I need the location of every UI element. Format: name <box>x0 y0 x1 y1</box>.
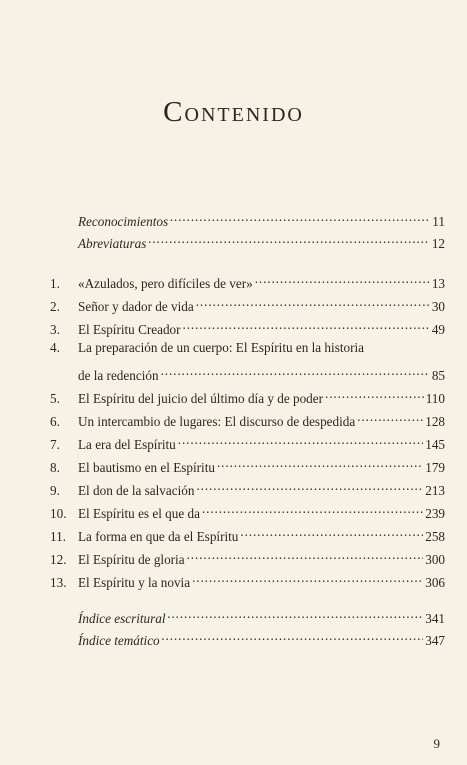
dot-leader <box>192 568 423 587</box>
toc-entry-page: 300 <box>425 552 445 567</box>
chapter-number: 7. <box>50 437 60 452</box>
toc-entry <box>50 315 445 337</box>
toc-entry <box>50 476 445 498</box>
chapter-number: 5. <box>50 391 60 406</box>
toc-entry <box>78 229 445 251</box>
toc-entry-label: Índice temático <box>78 633 160 648</box>
dot-leader <box>148 229 429 248</box>
toc-entry-page: 11 <box>432 214 445 229</box>
toc-entry-page: 145 <box>425 437 445 452</box>
toc-entry-label: La forma en que da el Espíritu <box>78 529 239 544</box>
toc-entry-page: 128 <box>425 414 445 429</box>
toc-entry-label: Índice escritural <box>78 611 166 626</box>
dot-leader <box>183 315 430 334</box>
toc-entry <box>50 384 445 406</box>
toc-entry-label: La era del Espíritu <box>78 437 176 452</box>
toc-entry <box>50 499 445 521</box>
dot-leader <box>202 499 423 518</box>
toc-entry-page: 30 <box>431 299 445 314</box>
toc-entry <box>50 453 445 475</box>
chapter-number: 6. <box>50 414 60 429</box>
toc-entry-label: La preparación de un cuerpo: El Espíritu en la historia <box>78 340 364 355</box>
toc-entry <box>50 545 445 567</box>
chapter-list <box>50 269 445 590</box>
front-matter-list <box>50 207 445 251</box>
toc-entry-page: 347 <box>425 633 445 648</box>
toc-entry-page: 85 <box>431 368 445 383</box>
toc-entry <box>50 430 445 452</box>
toc-entry <box>50 338 445 357</box>
dot-leader <box>196 292 430 311</box>
toc-entry <box>50 522 445 544</box>
toc-entry-page: 239 <box>425 506 445 521</box>
dot-leader <box>255 269 430 288</box>
dot-leader <box>325 384 424 403</box>
chapter-number: 2. <box>50 299 60 314</box>
toc-entry-page: 341 <box>425 611 445 626</box>
toc-entry-label: El Espíritu del juicio del último día y de poder <box>78 391 324 406</box>
toc-entry-label: El Espíritu Creador <box>78 322 181 337</box>
dot-leader <box>240 522 423 541</box>
toc-entry-page: 12 <box>431 236 445 251</box>
toc-entry-label: El don de la salvación <box>78 483 195 498</box>
toc-entry-label: El bautismo en el Espíritu <box>78 460 215 475</box>
toc-entry-label: Abreviaturas <box>78 236 147 251</box>
toc-entry <box>78 626 445 648</box>
toc-entry <box>78 604 445 626</box>
toc-entry-label: «Azulados, pero difíciles de ver» <box>78 276 253 291</box>
chapter-number: 1. <box>50 276 60 291</box>
dot-leader <box>196 476 423 495</box>
toc-entry-label: Reconocimientos <box>78 214 169 229</box>
toc-entry-label: El Espíritu de gloria <box>78 552 185 567</box>
toc-entry-label: Un intercambio de lugares: El discurso de despedida <box>78 414 356 429</box>
dot-leader <box>170 207 430 226</box>
toc-entry <box>78 207 445 229</box>
dot-leader <box>162 626 424 645</box>
toc-entry-page: 179 <box>425 460 445 475</box>
toc-entry-page: 213 <box>425 483 445 498</box>
dot-leader <box>217 453 423 472</box>
toc-entry-label: Señor y dador de vida <box>78 299 194 314</box>
toc-entry-page: 258 <box>425 529 445 544</box>
toc-entry-label: El Espíritu y la novia <box>78 575 191 590</box>
toc-entry-label-cont: de la redención <box>78 368 159 383</box>
toc-entry-page: 13 <box>431 276 445 291</box>
page-number: 9 <box>433 736 440 751</box>
dot-leader <box>178 430 423 449</box>
back-matter-list <box>50 604 445 648</box>
toc-entry-page: 49 <box>431 322 445 337</box>
toc-entry <box>50 292 445 314</box>
dot-leader <box>161 361 430 380</box>
page-title: Contenido <box>163 96 304 128</box>
dot-leader <box>168 604 424 623</box>
chapter-number: 9. <box>50 483 60 498</box>
toc-entry <box>50 269 445 291</box>
chapter-number: 11. <box>50 529 66 544</box>
chapter-number: 10. <box>50 506 67 521</box>
toc-entry <box>50 407 445 429</box>
toc-entry-page: 110 <box>425 391 445 406</box>
toc-entry-page: 306 <box>425 575 445 590</box>
chapter-number: 12. <box>50 552 67 567</box>
chapter-number: 13. <box>50 575 67 590</box>
chapter-number: 8. <box>50 460 60 475</box>
toc-entry <box>50 568 445 590</box>
toc-entry-label: El Espíritu es el que da <box>78 506 200 521</box>
dot-leader <box>187 545 424 564</box>
dot-leader <box>357 407 423 426</box>
toc-entry-continued <box>50 361 445 383</box>
chapter-number: 4. <box>50 340 60 355</box>
chapter-number: 3. <box>50 322 60 337</box>
